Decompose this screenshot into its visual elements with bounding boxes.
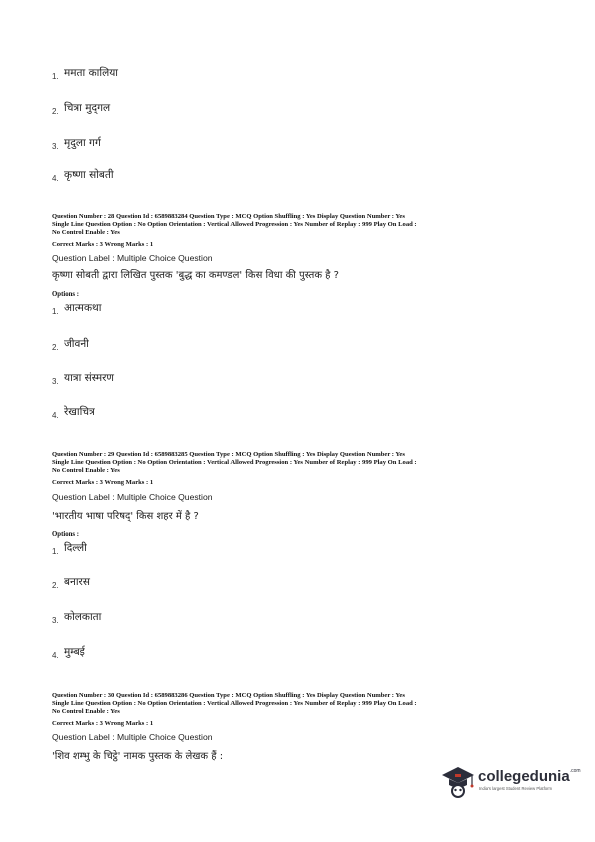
logo-brand: collegedunia <box>478 768 570 785</box>
option-number: 3. <box>52 616 59 625</box>
q29-marks: Correct Marks : 3 Wrong Marks : 1 <box>52 479 154 486</box>
meta-line: Question Number : 30 Question Id : 6589883286 Question Type : MCQ Option Shuffling : Yes Display Question Number : Yes <box>52 692 405 699</box>
meta-line: No Control Enable : Yes <box>52 229 120 236</box>
option-text: कोलकाता <box>64 611 102 623</box>
q29-question-text: 'भारतीय भाषा परिषद्' किस शहर में है ? <box>52 511 199 522</box>
option-text: बनारस <box>64 576 90 588</box>
option-number: 2. <box>52 107 59 116</box>
meta-line: No Control Enable : Yes <box>52 708 120 715</box>
q29-question-label: Question Label : Multiple Choice Question <box>52 492 213 502</box>
graduate-cap-icon <box>438 763 478 803</box>
meta-line: Single Line Question Option : No Option Orientation : Vertical Allowed Progression : Yes Number of Replay : 999 Play On Load : <box>52 700 417 707</box>
q29-metadata <box>52 451 552 475</box>
q30-metadata <box>52 692 552 716</box>
option-text: ममता कालिया <box>64 67 119 79</box>
q28-options-heading: Options : <box>52 291 80 298</box>
q28-question-label: Question Label : Multiple Choice Question <box>52 253 213 263</box>
option-text: यात्रा संस्मरण <box>64 372 115 384</box>
option-number: 2. <box>52 581 59 590</box>
meta-line: Question Number : 29 Question Id : 6589883285 Question Type : MCQ Option Shuffling : Yes Display Question Number : Yes <box>52 451 405 458</box>
meta-line: Single Line Question Option : No Option Orientation : Vertical Allowed Progression : Yes Number of Replay : 999 Play On Load : <box>52 459 417 466</box>
option-text: चित्रा मुद्‌गल <box>64 102 111 114</box>
meta-line: Single Line Question Option : No Option Orientation : Vertical Allowed Progression : Yes Number of Replay : 999 Play On Load : <box>52 221 417 228</box>
option-text: जीवनी <box>64 338 89 350</box>
logo-brand-suffix: .com <box>569 768 581 774</box>
option-text: मृदुला गर्ग <box>64 137 101 149</box>
q28-metadata <box>52 213 552 237</box>
meta-line: Question Number : 28 Question Id : 6589883284 Question Type : MCQ Option Shuffling : Yes Display Question Number : Yes <box>52 213 405 220</box>
option-number: 2. <box>52 343 59 352</box>
option-number: 4. <box>52 651 59 660</box>
collegedunia-logo <box>438 763 581 803</box>
option-text: मुम्बई <box>64 646 85 658</box>
meta-line: No Control Enable : Yes <box>52 467 120 474</box>
q30-question-label: Question Label : Multiple Choice Question <box>52 732 213 742</box>
option-number: 3. <box>52 142 59 151</box>
q30-marks: Correct Marks : 3 Wrong Marks : 1 <box>52 720 154 727</box>
option-text: रेखाचित्र <box>64 406 95 418</box>
option-text: आत्मकथा <box>64 302 102 314</box>
option-number: 3. <box>52 377 59 386</box>
q29-options-heading: Options : <box>52 531 80 538</box>
option-number: 1. <box>52 547 59 556</box>
logo-wordmark <box>478 768 581 785</box>
option-number: 1. <box>52 72 59 81</box>
q28-marks: Correct Marks : 3 Wrong Marks : 1 <box>52 241 154 248</box>
logo-tagline: India's largest Student Review Platform <box>479 786 552 791</box>
option-number: 4. <box>52 411 59 420</box>
option-number: 4. <box>52 174 59 183</box>
q30-question-text: 'शिव शम्भु के चिट्ठे' नामक पुस्तक के लेखक हैं : <box>52 751 224 762</box>
option-text: कृष्णा सोबती <box>64 169 114 181</box>
option-number: 1. <box>52 307 59 316</box>
option-text: दिल्ली <box>64 542 87 554</box>
q28-question-text: कृष्णा सोबती द्वारा लिखित पुस्तक 'बुद्ध का कमण्डल' किस विधा की पुस्तक है ? <box>52 270 339 281</box>
